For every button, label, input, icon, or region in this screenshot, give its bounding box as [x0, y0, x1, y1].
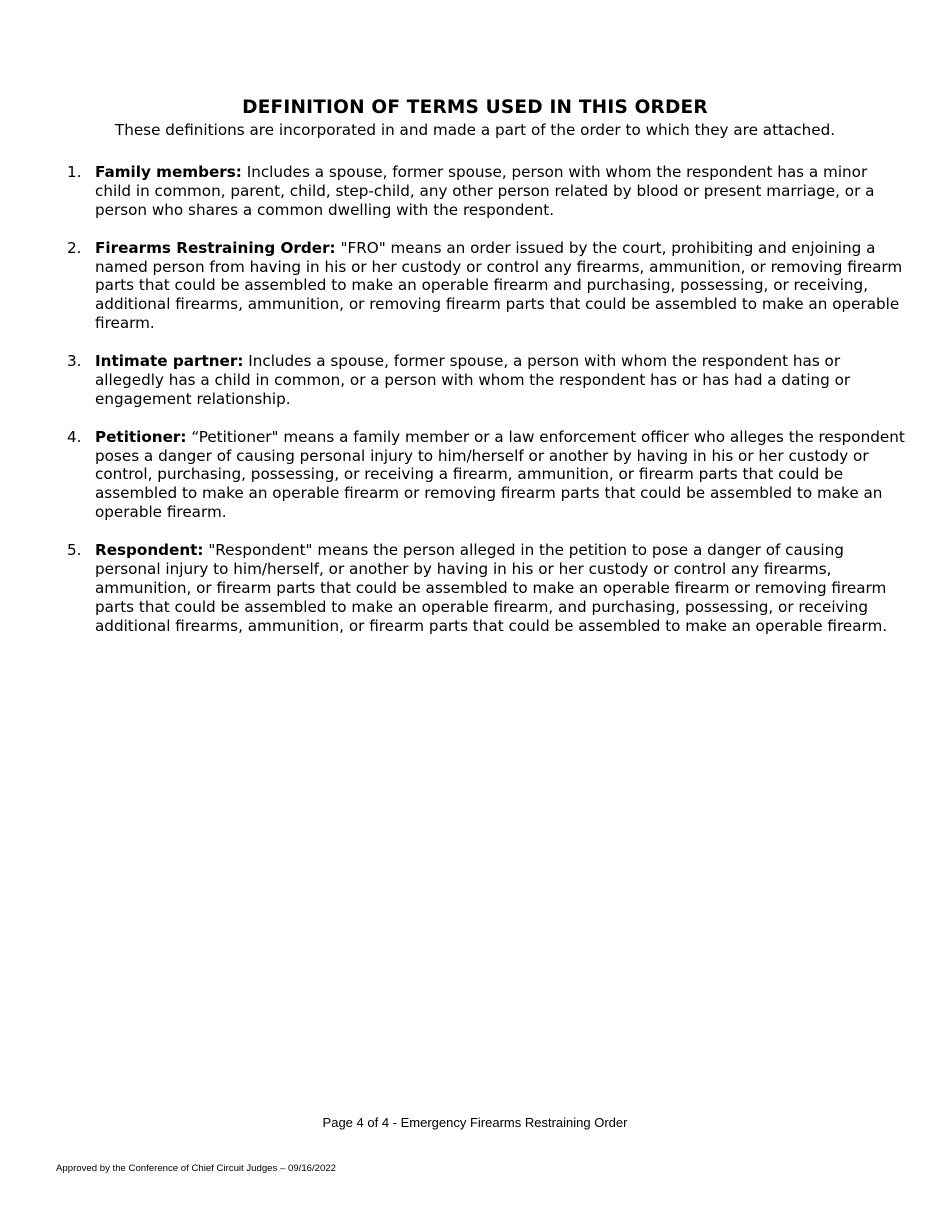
- page-footer: Page 4 of 4 - Emergency Firearms Restraining Order: [322, 1115, 628, 1130]
- definition-text: "FRO" means an order issued by the court, prohibiting and enjoining a named person from having in his or her custody or control any firearms, ammunition, or removing firearm parts that could be assembled to make an operable firearm and purchasing, possessing, or receiving, additional firearms, ammunition, or removing firearm parts that could be assembled to make an operable firearm.: [95, 238, 903, 333]
- definition-petitioner: [62, 428, 908, 523]
- definition-number: 4.: [67, 427, 82, 446]
- definition-term: Respondent:: [95, 541, 204, 560]
- definition-term: Firearms Restraining Order:: [95, 238, 336, 257]
- definition-term: Petitioner:: [95, 427, 187, 446]
- definitions-list: [62, 163, 908, 654]
- definition-text: “Petitioner" means a family member or a law enforcement officer who alleges the respondent poses a danger of causing personal injury to him/herself or another by having in his or her custody or control, purchasing, possessing, or receiving a firearm, ammunition, or firearm parts that could be assembled to make an operable firearm or removing firearm parts that could be assembled to make an operable firearm.: [95, 427, 905, 522]
- definition-respondent: [62, 541, 908, 636]
- definition-number: 3.: [67, 352, 82, 371]
- definition-intimate-partner: [62, 352, 908, 409]
- definition-text: Includes a spouse, former spouse, person with whom the respondent has a minor child in common, parent, child, step-child, any other person related by blood or present marriage, or a person who shares a common dwelling with the respondent.: [95, 163, 875, 219]
- definition-firearms-restraining-order: [62, 239, 908, 334]
- page-title: DEFINITION OF TERMS USED IN THIS ORDER: [242, 97, 708, 118]
- definition-term: Family members:: [95, 163, 242, 181]
- definition-text: "Respondent" means the person alleged in the petition to pose a danger of causing personal injury to him/herself, or another by having in his or her custody or control any firearms, ammunition, or firearm parts that could be assembled to make an operable firearm or removing firearm parts that could be assembled to make an operable firearm, and purchasing, possessing, or receiving additional firearms, ammunition, or firearm parts that could be assembled to make an operable firearm.: [95, 541, 888, 635]
- definition-number: 2.: [67, 238, 82, 257]
- definition-number: 5.: [67, 541, 82, 560]
- definition-number: 1.: [67, 163, 82, 181]
- definition-family-members: [62, 163, 908, 220]
- definition-text: Includes a spouse, former spouse, a person with whom the respondent has or allegedly has a child in common, or a person with whom the respondent has or has had a dating or engagement relationship.: [95, 352, 851, 408]
- definition-term: Intimate partner:: [95, 352, 244, 371]
- approval-note: Approved by the Conference of Chief Circuit Judges – 09/16/2022: [56, 1163, 336, 1174]
- page-subtitle: These definitions are incorporated in and made a part of the order to which they are attached.: [114, 121, 836, 139]
